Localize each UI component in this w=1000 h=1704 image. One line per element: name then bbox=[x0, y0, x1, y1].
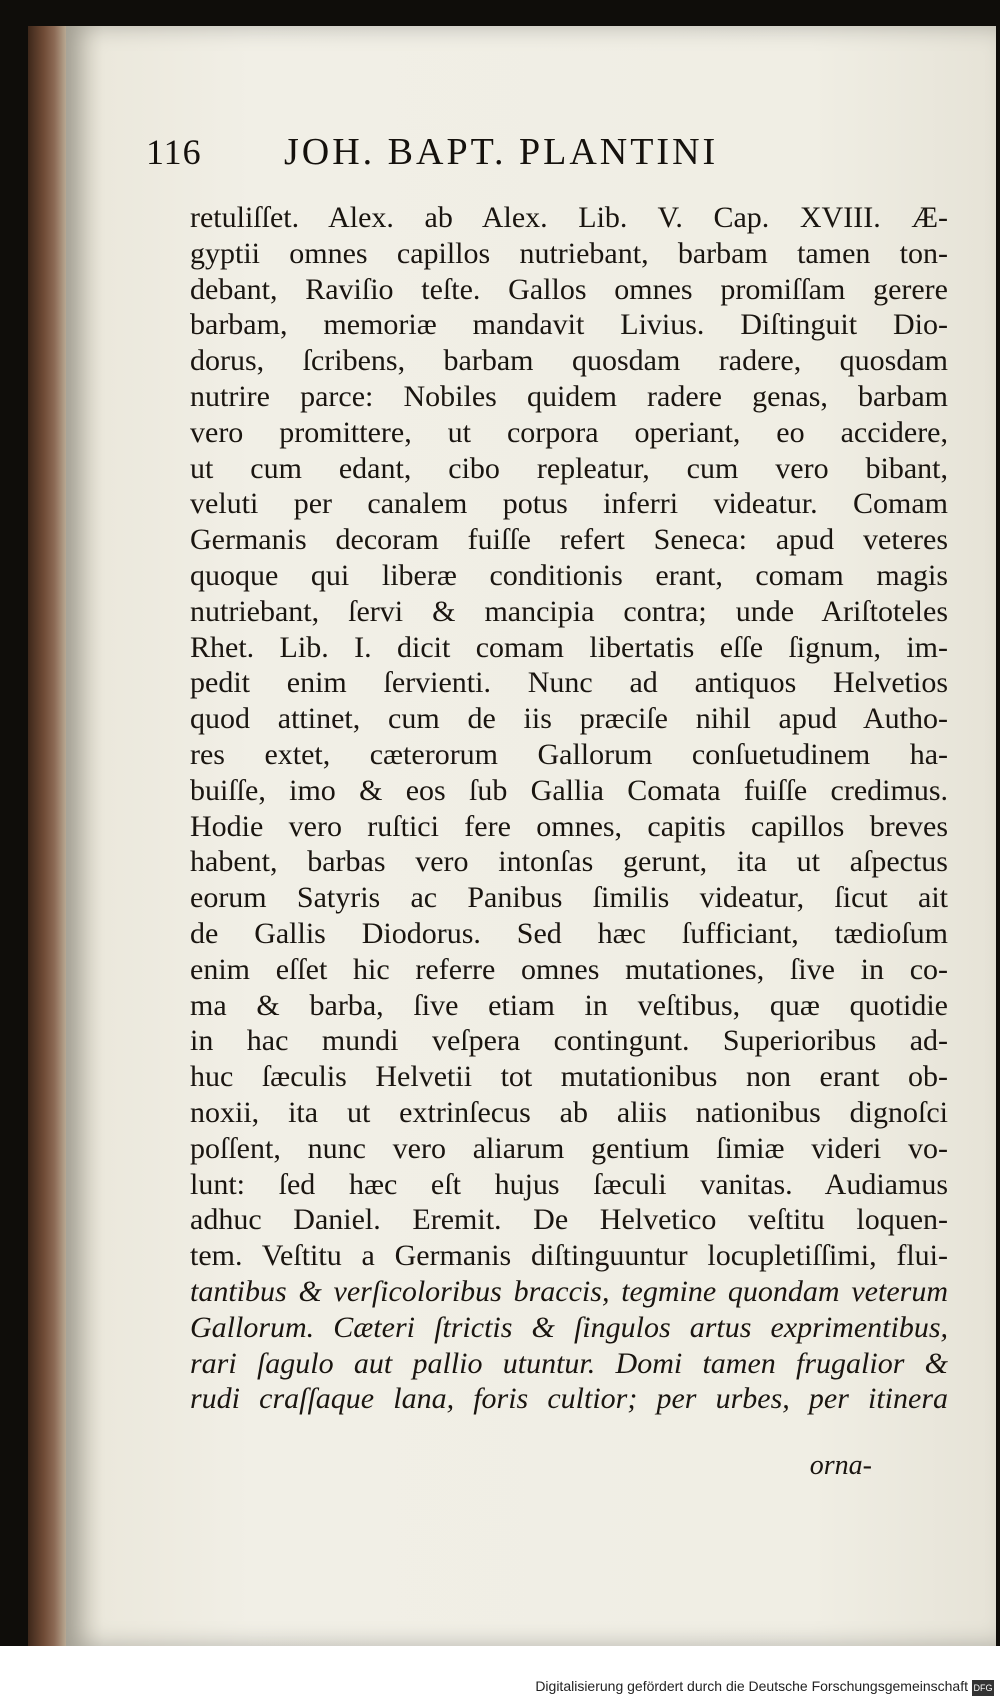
text-line: tem. Veſtitu a Germanis diſtinguuntur locupletiſſimi, flui- bbox=[190, 1239, 948, 1273]
text-line-italic: rari ſagulo aut pallio utuntur. Domi tamen frugalior & bbox=[190, 1346, 948, 1380]
text-line: nutriebant, ſervi & mancipia contra; unde Ariſtoteles bbox=[190, 594, 948, 628]
text-line: buiſſe, imo & eos ſub Gallia Comata fuiſſe credimus. bbox=[190, 773, 948, 807]
text-line: adhuc Daniel. Eremit. De Helvetico veſtitu loquen- bbox=[190, 1203, 948, 1237]
text-line: pedit enim ſervienti. Nunc ad antiquos Helvetios bbox=[190, 666, 948, 700]
text-line: in hac mundi veſpera contingunt. Superioribus ad- bbox=[190, 1024, 948, 1058]
text-line: eorum Satyris ac Panibus ſimilis videatur, ſicut ait bbox=[190, 881, 948, 915]
catchword: orna- bbox=[809, 1450, 872, 1481]
text-line: poſſent, nunc vero aliarum gentium ſimiæ videri vo- bbox=[190, 1131, 948, 1165]
text-line: gyptii omnes capillos nutriebant, barbam tamen ton- bbox=[190, 236, 948, 270]
text-line: enim eſſet hic referre omnes mutationes, ſive in co- bbox=[190, 952, 948, 986]
text-line: quoque qui liberæ conditionis erant, comam magis bbox=[190, 558, 948, 592]
text-line: quod attinet, cum de iis præciſe nihil apud Autho- bbox=[190, 702, 948, 736]
text-line: habent, barbas vero intonſas gerunt, ita ut aſpectus bbox=[190, 845, 948, 879]
text-line: barbam, memoriæ mandavit Livius. Diſtinguit Dio- bbox=[190, 308, 948, 342]
page-number: 116 bbox=[146, 132, 202, 172]
text-line: lunt: ſed hæc eſt hujus ſæculi vanitas. Audiamus bbox=[190, 1167, 948, 1201]
funding-credit: Digitalisierung gefördert durch die Deutsche Forschungsgemeinschaft bbox=[535, 1678, 968, 1694]
text-line: Germanis decoram fuiſſe refert Seneca: apud veteres bbox=[190, 523, 948, 557]
text-line: Hodie vero ruſtici fere omnes, capitis capillos breves bbox=[190, 809, 948, 843]
text-line: nutrire parce: Nobiles quidem radere genas, barbam bbox=[190, 379, 948, 413]
text-line: veluti per canalem potus inferri videatur. Comam bbox=[190, 487, 948, 521]
dfg-logo: DFG bbox=[972, 1680, 994, 1696]
running-title: JOH. BAPT. PLANTINI bbox=[284, 131, 719, 173]
text-line-italic: tantibus & verſicoloribus braccis, tegmine quondam veterum bbox=[190, 1274, 948, 1308]
text-line: res extet, cæterorum Gallorum conſuetudinem ha- bbox=[190, 737, 948, 771]
footer-bar bbox=[0, 1646, 1000, 1704]
text-line: dorus, ſcribens, barbam quosdam radere, quosdam bbox=[190, 344, 948, 378]
text-line: Rhet. Lib. I. dicit comam libertatis eſſe ſignum, im- bbox=[190, 630, 948, 664]
text-line-italic: Gallorum. Cæteri ſtrictis & ſingulos artus exprimentibus, bbox=[190, 1310, 948, 1344]
text-line: ut cum edant, cibo repleatur, cum vero bibant, bbox=[190, 451, 948, 485]
running-header bbox=[146, 130, 836, 174]
text-line: retuliſſet. Alex. ab Alex. Lib. V. Cap. XVIII. Æ- bbox=[190, 201, 948, 234]
text-line: noxii, ita ut extrinſecus ab aliis nationibus dignoſci bbox=[190, 1095, 948, 1129]
text-line: ma & barba, ſive etiam in veſtibus, quæ quotidie bbox=[190, 988, 948, 1022]
text-line: debant, Raviſio teſte. Gallos omnes promiſſam gerere bbox=[190, 272, 948, 306]
text-line: huc ſæculis Helvetii tot mutationibus non erant ob- bbox=[190, 1060, 948, 1094]
body-text bbox=[190, 200, 948, 1417]
text-line: vero promittere, ut corpora operiant, eo accidere, bbox=[190, 415, 948, 449]
text-line-italic: rudi craſſaque lana, foris cultior; per urbes, per itinera bbox=[190, 1382, 948, 1416]
text-line: de Gallis Diodorus. Sed hæc ſufficiant, tædioſum bbox=[190, 916, 948, 950]
